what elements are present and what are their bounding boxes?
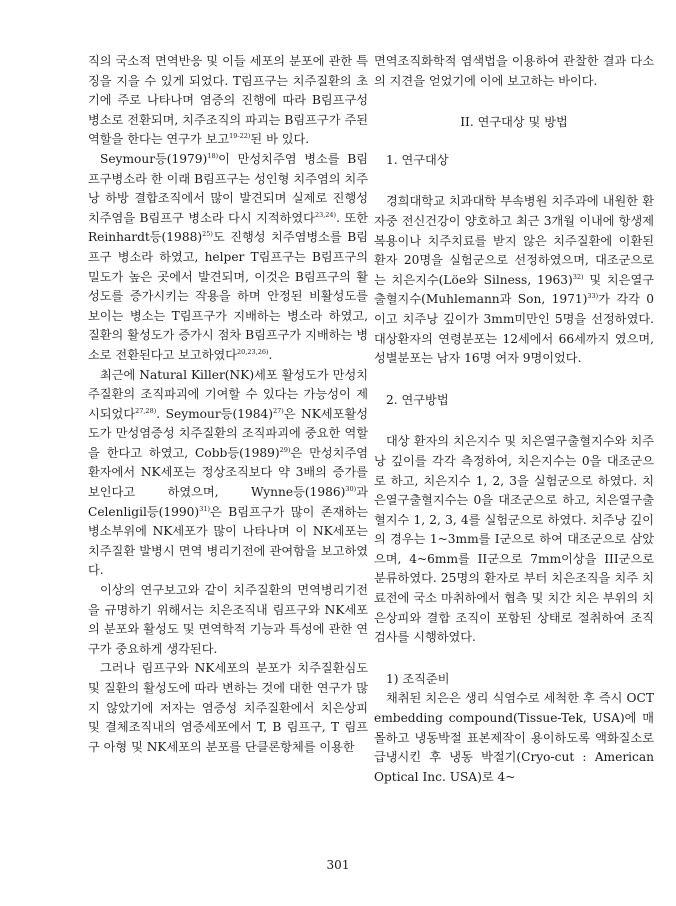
text-run: 최근에 Natural Killer(NK)세포 활성도가 만성치주질환의 조직파괴에 기여할 수 있다는 가능성이 제시되었다 bbox=[88, 367, 368, 421]
text-run: 이상의 연구보고와 같이 치주질환의 면역병리기전을 규명하기 위해서는 치은조직내 림프구와 NK세포의 분포와 활성도 및 면역학적 기능과 특성에 관한 연구가 중요하게 생각된다. bbox=[88, 583, 368, 656]
citation-superscript: 18) bbox=[207, 151, 219, 160]
text-run: 및 치은열구출혈지수(Muhlemann과 Son, 1971) bbox=[374, 272, 654, 307]
methods-paragraph bbox=[374, 432, 654, 648]
text-run: 과 Celenligil등(1990) bbox=[88, 485, 368, 519]
text-run: 이 만성치주염 병소를 B림프구병소라 한 이래 B림프구는 성인형 치주염의 치주낭 하방 결합조직에서 많이 발견되며 실제로 진행성 치주염을 B림프구 병소라 다시 지적하였다 bbox=[88, 151, 368, 225]
subsubsection-heading-prep: 1) 조직준비 bbox=[386, 671, 450, 686]
citation-superscript: 30) bbox=[345, 485, 357, 494]
text-run: 도 진행성 치주염병소를 B림프구 병소라 하였고, helper T림프구는 B림프구의 밀도가 높은 곳에서 발견되며, 이것은 B림프구의 활성도를 증가시키는 작용을 하며 안정된 비활성도를 보이는 병소는 T림프구가 지배하는 병소라 하였고, 질환의 활성도가 증가시 점차 B림프구가 지배하는 병소로 전환된다고 보고하였다 bbox=[88, 230, 368, 362]
citation-superscript: 31) bbox=[199, 504, 211, 513]
body-paragraph bbox=[88, 581, 368, 659]
text-run: . bbox=[268, 347, 273, 362]
citation-superscript: 23,24) bbox=[314, 210, 337, 219]
page-number: 301 bbox=[326, 858, 350, 872]
body-paragraph bbox=[88, 150, 368, 366]
citation-superscript: 33) bbox=[587, 292, 599, 301]
right-column bbox=[374, 52, 654, 787]
text-run: 은 만성치주염 환자에서 NK세포는 정상조직보다 약 3배의 증가를 보인다고 하였으며, Wynne등(1986) bbox=[88, 445, 368, 500]
prep-paragraph bbox=[374, 689, 654, 787]
left-column bbox=[88, 52, 368, 757]
citation-superscript: 29) bbox=[279, 445, 291, 454]
citation-superscript: 20,23,26) bbox=[237, 347, 269, 356]
subsection-heading-methods: 2. 연구방법 bbox=[386, 392, 449, 407]
subsection-heading-subjects: 1. 연구대상 bbox=[386, 152, 449, 167]
body-paragraph bbox=[88, 659, 368, 757]
body-paragraph bbox=[88, 366, 368, 582]
text-run: . 또한 Reinhardt등(1988) bbox=[88, 210, 368, 245]
text-run: 된 바 있다. bbox=[250, 132, 310, 147]
text-run: 직의 국소적 면역반응 및 이들 세포의 분포에 관한 특징을 지을 수 있게 되었다. T림프구는 치주질환의 초기에 주로 나타나며 염증의 진행에 따라 B림프구성 병소로 전환되며, 치주조직의 파괴는 B림프구가 주된 역할을 한다는 연구가 보고 bbox=[88, 54, 368, 147]
text-run: . Seymour등(1984) bbox=[156, 406, 273, 421]
text-run: 경희대학교 치과대학 부속병원 치주과에 내원한 환자중 전신건강이 양호하고 최근 3개월 이내에 항생제 복용이나 치주치료를 받지 않은 치주질환에 이환된 환자 20명을 실험군으로 선정하였으며, 대조군으로는 치은지수(Löe와 Silness, 1963) bbox=[374, 194, 654, 287]
text-run: 은 NK세포활성도가 만성염증성 치주질환의 조직파괴에 중요한 역할을 한다고 하였고, Cobb등(1989) bbox=[88, 406, 368, 460]
citation-superscript: 27) bbox=[273, 406, 284, 415]
subjects-paragraph bbox=[374, 192, 654, 368]
citation-superscript: 27,28) bbox=[135, 406, 157, 415]
text-run: 채취된 치은은 생리 식염수로 세척한 후 즉시 OCT embedding compound(Tissue-Tek, USA)에 매몰하고 냉동박절 표본제작이 용이하도록 액화질소로 급냉시킨 후 냉동 박절기(Cryo-cut : American Optical Inc. USA)로 4~ bbox=[374, 691, 654, 784]
citation-superscript: 32) bbox=[572, 272, 584, 281]
text-run: 그러나 림프구와 NK세포의 분포가 치주질환심도 및 질환의 활성도에 따라 변하는 것에 대한 연구가 많지 않았기에 저자는 염증성 치주질환에서 치은상피 및 결체조직내의 염증세포에서 T, B 림프구, T 림프구 아형 및 NK세포의 분포를 단클론항체를 이용한 bbox=[88, 661, 368, 754]
intro-paragraph: 면역조직화학적 염색법을 이용하여 관찰한 결과 다소의 지견을 얻었기에 이에 보고하는 바이다. bbox=[374, 54, 654, 88]
text-run: 은 B림프구가 많이 존재하는 병소부위에 NK세포가 많이 나타나며 이 NK세포는 치주질환 발병시 면역 병리기전에 관여함을 보고하였다. bbox=[88, 504, 368, 578]
text-run: 가 각각 0이고 치주낭 깊이가 3mm미만인 5명을 선정하였다. 대상환자의 연령분포는 12세에서 66세까지 였으며, 성별분포는 남자 16명 여자 9명이었다. bbox=[374, 292, 654, 366]
body-paragraph bbox=[88, 52, 368, 150]
text-run: 대상 환자의 치은지수 및 치은열구출혈지수와 치주낭 깊이를 각각 측정하여, 치은지수는 0을 대조군으로 하고, 치은지수 1, 2, 3을 실험군으로 하였다. 치은열구출혈지수는 0을 대조군으로 하고, 치은열구출혈지수 1, 2, 3, 4를 실험군으로 하였다. 치주낭 깊이의 경우는 1~3mm를 I군으로 하여 대조군으로 삼았으며, 4~6mm를 II군으로 7mm이상을 III군으로 분류하였다. 25명의 환자로 부터 치은조직을 치주 치료전에 국소 마취하에서 협측 및 치간 치은 부위의 치은상피와 결합 조직이 포함된 상태로 절취하여 조직검사를 시행하였다. bbox=[374, 434, 654, 645]
citation-superscript: 25) bbox=[202, 230, 213, 239]
text-run: Seymour등(1979) bbox=[100, 151, 208, 166]
citation-superscript: 19-22) bbox=[229, 132, 251, 141]
section-heading: II. 연구대상 및 방법 bbox=[460, 115, 568, 130]
